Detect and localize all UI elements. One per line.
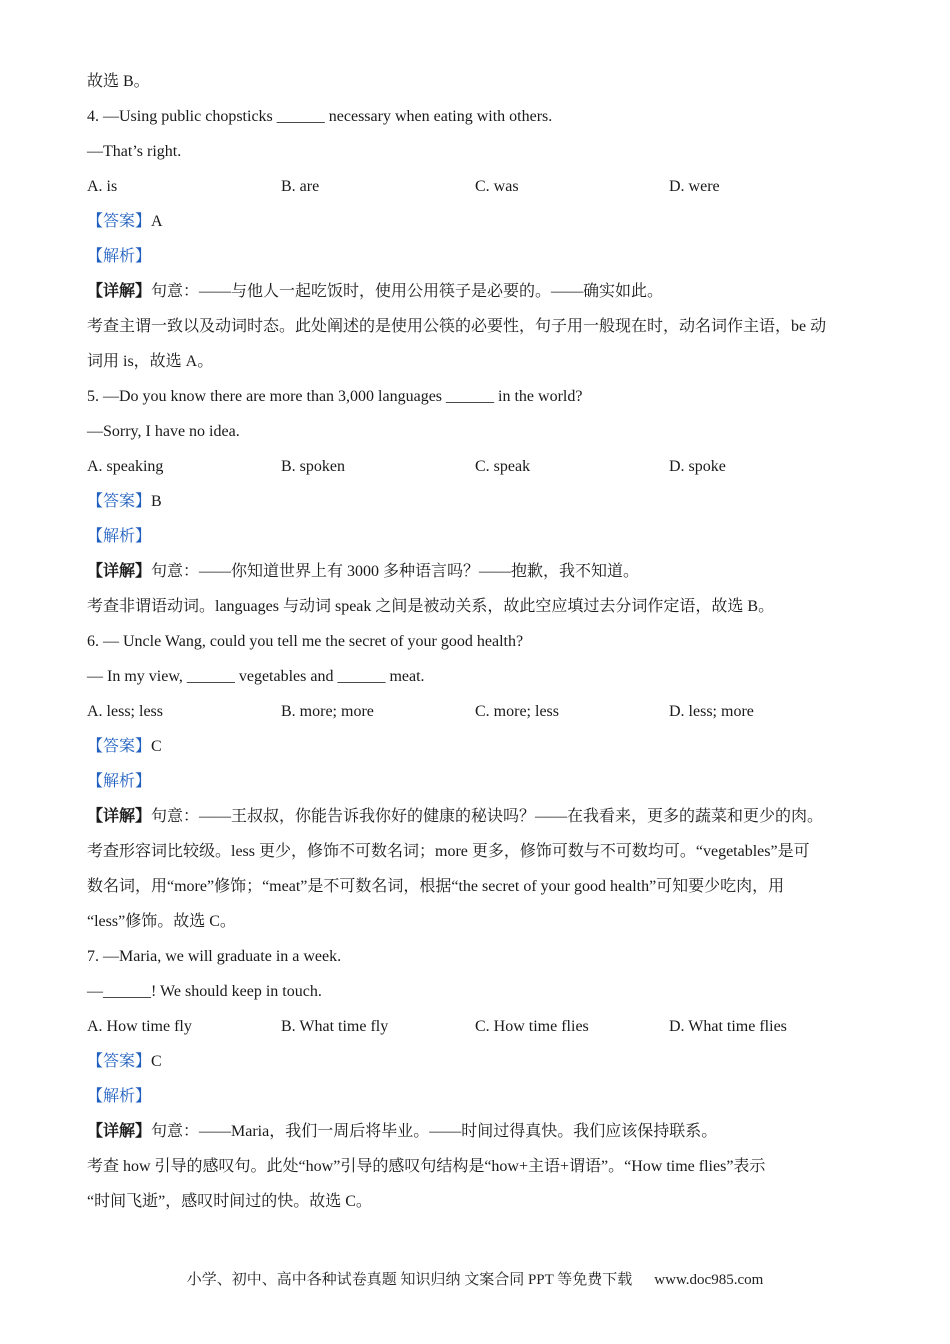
page-footer <box>0 1268 950 1289</box>
analysis-label: 【解析】 <box>87 248 152 265</box>
analysis-heading <box>87 772 867 807</box>
document-body <box>87 72 867 1227</box>
option-item: C. was <box>475 178 519 195</box>
analysis-heading <box>87 527 867 562</box>
detail-line <box>87 562 867 597</box>
option-item: A. How time fly <box>87 1018 192 1035</box>
option-item: A. is <box>87 178 118 195</box>
detail-line <box>87 807 867 842</box>
detail-text: 句意：——与他人一起吃饭时，使用公用筷子是必要的。——确实如此。 <box>151 283 664 300</box>
detail-line <box>87 1122 867 1157</box>
detail-text: 句意：——Maria，我们一周后将毕业。——时间过得真快。我们应该保持联系。 <box>151 1123 718 1140</box>
option-item: D. were <box>669 178 720 195</box>
detail-text: 句意：——你知道世界上有 3000 多种语言吗？——抱歉，我不知道。 <box>151 563 640 580</box>
text-line: —______! We should keep in touch. <box>87 983 322 1000</box>
detail-label: 【详解】 <box>87 808 152 825</box>
option-item: C. speak <box>475 458 531 475</box>
footer-text: 小学、初中、高中各种试卷真题 知识归纳 文案合同 PPT 等免费下载 <box>186 1272 633 1288</box>
analysis-heading <box>87 1087 867 1122</box>
answer-value: C <box>151 1053 162 1070</box>
option-item: C. more; less <box>475 703 559 720</box>
answer-options <box>87 1017 867 1052</box>
answer-label: 【答案】 <box>87 738 152 755</box>
option-item: C. How time flies <box>475 1018 589 1035</box>
text-line: 6. — Uncle Wang, could you tell me the secret of your good health? <box>87 633 524 650</box>
answer-options <box>87 702 867 737</box>
answer-label: 【答案】 <box>87 213 152 230</box>
detail-label: 【详解】 <box>87 563 152 580</box>
option-item: B. spoken <box>281 458 345 475</box>
text-line: 考查 how 引导的感叹句。此处“how”引导的感叹句结构是“how+主语+谓语”。“How time flies”表示 <box>87 1158 766 1175</box>
detail-label: 【详解】 <box>87 1123 152 1140</box>
option-item: A. speaking <box>87 458 164 475</box>
answer-value: A <box>151 213 163 230</box>
text-line: — In my view, ______ vegetables and ______ meat. <box>87 668 425 685</box>
analysis-label: 【解析】 <box>87 773 152 790</box>
detail-text: 句意：——王叔叔，你能告诉我你好的健康的秘诀吗？——在我看来，更多的蔬菜和更少的肉。 <box>151 808 824 825</box>
answer-options <box>87 457 867 492</box>
answer-line <box>87 737 867 772</box>
footer-website: www.doc985.com <box>654 1272 764 1288</box>
text-line: “less”修饰。故选 C。 <box>87 913 236 930</box>
analysis-heading <box>87 247 867 282</box>
text-line: 考查形容词比较级。less 更少，修饰不可数名词；more 更多，修饰可数与不可数均可。“vegetables”是可 <box>87 843 810 860</box>
analysis-label: 【解析】 <box>87 528 152 545</box>
option-item: B. more; more <box>281 703 374 720</box>
text-line: —That’s right. <box>87 143 182 160</box>
option-item: B. What time fly <box>281 1018 389 1035</box>
text-line: 数名词，用“more”修饰；“meat”是不可数名词，根据“the secret of your good health”可知要少吃肉，用 <box>87 878 785 895</box>
text-line: 4. —Using public chopsticks ______ necessary when eating with others. <box>87 108 553 125</box>
option-item: B. are <box>281 178 320 195</box>
answer-line <box>87 212 867 247</box>
answer-value: C <box>151 738 162 755</box>
answer-label: 【答案】 <box>87 493 152 510</box>
answer-options <box>87 177 867 212</box>
text-line: 7. —Maria, we will graduate in a week. <box>87 948 342 965</box>
text-line: —Sorry, I have no idea. <box>87 423 240 440</box>
answer-label: 【答案】 <box>87 1053 152 1070</box>
option-item: A. less; less <box>87 703 163 720</box>
answer-line <box>87 492 867 527</box>
detail-line <box>87 282 867 317</box>
answer-value: B <box>151 493 162 510</box>
text-line: 考查非谓语动词。languages 与动词 speak 之间是被动关系，故此空应填过去分词作定语，故选 B。 <box>87 598 775 615</box>
option-item: D. spoke <box>669 458 726 475</box>
option-item: D. less; more <box>669 703 754 720</box>
text-line: 词用 is，故选 A。 <box>87 353 214 370</box>
text-line: “时间飞逝”，感叹时间过的快。故选 C。 <box>87 1193 372 1210</box>
analysis-label: 【解析】 <box>87 1088 152 1105</box>
answer-line <box>87 1052 867 1087</box>
text-line: 考查主谓一致以及动词时态。此处阐述的是使用公筷的必要性，句子用一般现在时，动名词作主语，be 动 <box>87 318 827 335</box>
text-line: 故选 B。 <box>87 73 150 90</box>
option-item: D. What time flies <box>669 1018 787 1035</box>
detail-label: 【详解】 <box>87 283 152 300</box>
text-line: 5. —Do you know there are more than 3,000 languages ______ in the world? <box>87 388 583 405</box>
